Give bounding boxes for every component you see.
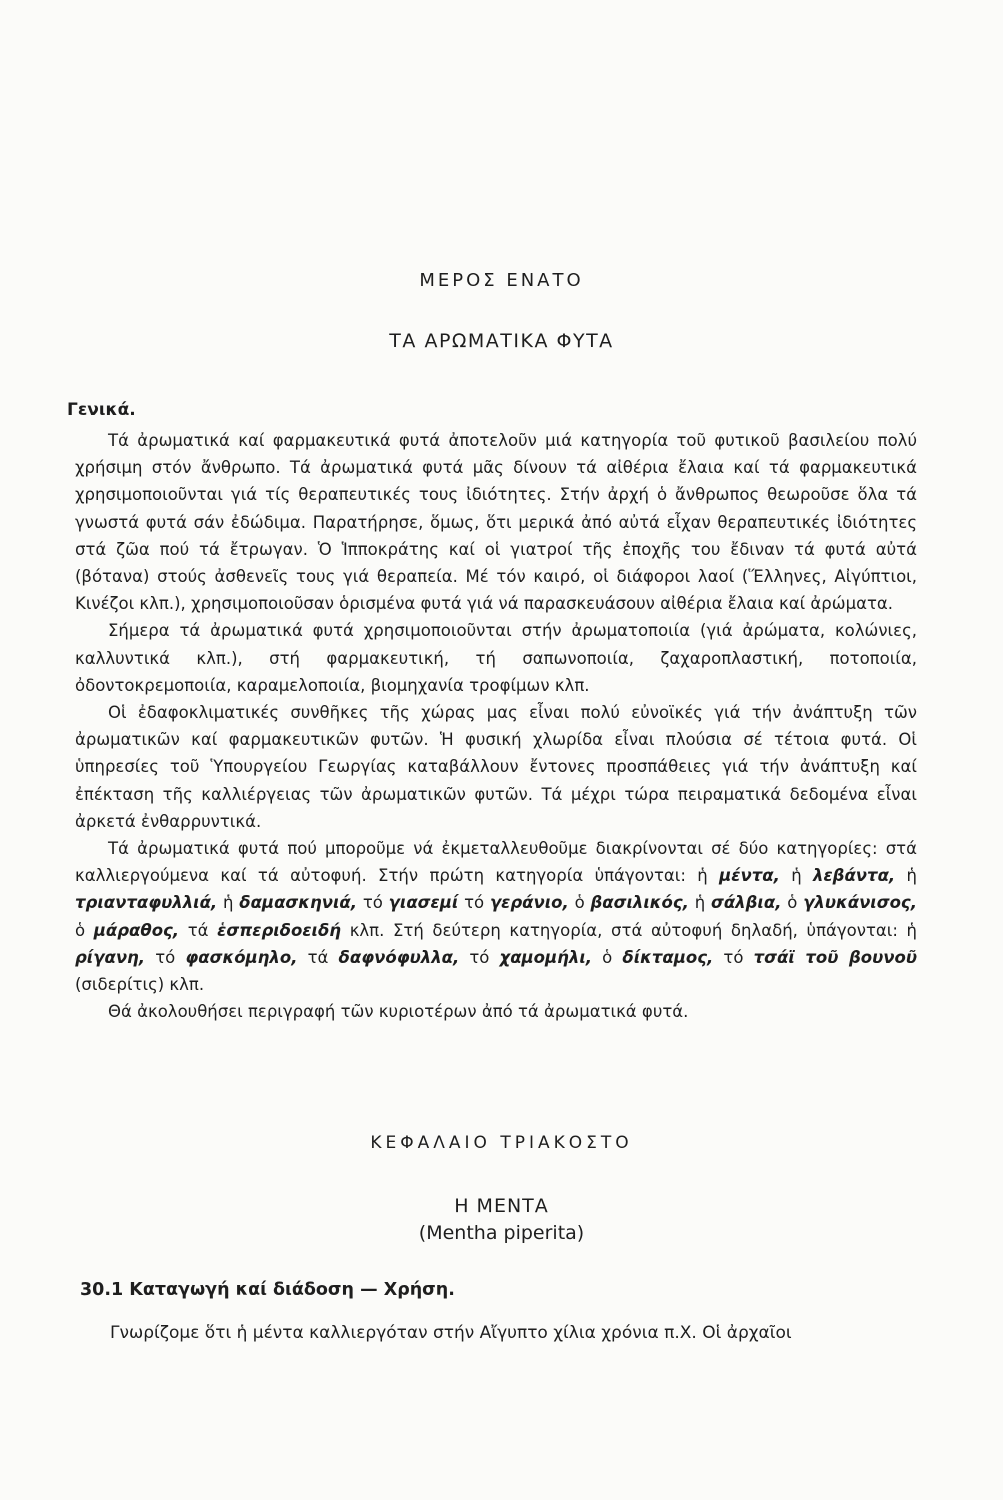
paragraph-4-text: τό (713, 947, 754, 967)
paragraph-4-text: ὁ (75, 920, 94, 940)
paragraph-4 (75, 835, 917, 998)
paragraph-4-text: ἡ (688, 893, 711, 913)
plant-name-highlight: δαμασκηνιά, (239, 893, 358, 913)
paragraph-4-text: (σιδερίτις) κλπ. (75, 975, 205, 995)
part-title: ΜΕΡΟΣ ΕΝΑΤΟ (419, 270, 584, 291)
paragraph-4-text: τά (179, 920, 218, 940)
plant-name-highlight: χαμομήλι, (499, 947, 593, 967)
plant-name-highlight: δαφνόφυλλα, (338, 947, 460, 967)
paragraph-4-text: ὁ (781, 893, 804, 913)
paragraph-1: Τά ἀρωματικά καί φαρμακευτικά φυτά ἀποτελοῦν μιά κατηγορία τοῦ φυτικοῦ βασιλείου πολύ χρήσιμη στόν ἄνθρωπο. Τά ἀρωματικά φυτά μᾶς δίνουν τά αἰθέρια ἔλαια καί τά φαρμακευτικά χρησιμοποιοῦνται γιά τίς θεραπευτικές τους ἰδιότητες. Στήν ἀρχή ὁ ἄνθρωπος θεωροῦσε ὅλα τά γνωστά φυτά σάν ἐδώδιμα. Παρατήρησε, ὅμως, ὅτι μερικά ἀπό αὐτά εἶχαν θεραπευτικές ἰδιότητες στά ζῶα πού τά ἔτρωγαν. Ὁ Ἱπποκράτης καί οἱ γιατροί τῆς ἐποχῆς του ἔδιναν τά φυτά αὐτά (βότανα) στούς ἀσθενεῖς τους γιά θεραπεία. Μέ τόν καιρό, οἱ διάφοροι λαοί (Ἕλληνες, Αἰγύπτιοι, Κινέζοι κλπ.), χρησιμοποιοῦσαν ὁρισμένα φυτά γιά νά παρασκευάσουν αἰθέρια ἔλαια καί ἀρώματα. (75, 431, 917, 614)
plant-name-highlight: τριανταφυλλιά, (75, 893, 218, 913)
subsection-heading: 30.1 Καταγωγή καί διάδοση — Χρήση. (80, 1280, 455, 1300)
plant-name-highlight: ἑσπεριδοειδή (217, 920, 342, 940)
plant-latin-name: (Mentha piperita) (418, 1222, 585, 1244)
plant-name-highlight: μέντα, (719, 866, 780, 886)
plant-name-highlight: λεβάντα, (813, 866, 896, 886)
plant-name-highlight: φασκόμηλο, (185, 947, 298, 967)
plant-name-highlight: δίκταμος, (622, 947, 714, 967)
paragraph-4-text: τά (297, 947, 339, 967)
plant-name-highlight: σάλβια, (710, 893, 782, 913)
plant-name-highlight: γεράνιο, (489, 893, 569, 913)
paragraph-4-text: ἡ (217, 893, 240, 913)
plant-name-highlight: τσάϊ τοῦ βουνοῦ (753, 947, 917, 967)
plant-title: Η ΜΕΝΤΑ (454, 1195, 549, 1217)
subsection-first-line: Γνωρίζομε ὅτι ἡ μέντα καλλιεργόταν στήν Αἴγυπτο χίλια χρόνια π.Χ. Οἱ ἀρχαῖοι (110, 1323, 792, 1343)
paragraph-5: Θά ἀκολουθήσει περιγραφή τῶν κυριοτέρων ἀπό τά ἀρωματικά φυτά. (108, 1002, 689, 1022)
paragraph-4-text: κλπ. Στή δεύτερη κατηγορία, στά αὐτοφυή δηλαδή, ὑπάγονται: ἡ (341, 920, 918, 940)
section-title: ΤΑ ΑΡΩΜΑΤΙΚΑ ΦΥΤΑ (389, 330, 614, 352)
paragraph-4-text: τό (357, 893, 389, 913)
paragraph-4-text: τό (458, 893, 490, 913)
paragraph-4-text: Τά ἀρωματικά φυτά πού μποροῦμε νά ἐκμεταλλευθοῦμε διακρίνονται σέ δύο κατηγορίες: στά καλλιεργούμενα καί τά αὐτοφυή. Στήν πρώτη κατηγορία ὑπάγονται: ἡ (75, 839, 917, 886)
plant-name-highlight: βασιλικός, (590, 893, 689, 913)
paragraph-4-text: ὁ (592, 947, 623, 967)
paragraph-4-text: ἡ (779, 866, 814, 886)
plant-name-highlight: ρίγανη, (75, 947, 146, 967)
paragraph-4-text: τό (459, 947, 500, 967)
paragraph-4-text: τό (145, 947, 186, 967)
plant-name-highlight: μάραθος, (93, 920, 180, 940)
paragraph-3: Οἱ ἐδαφοκλιματικές συνθῆκες τῆς χώρας μας εἶναι πολύ εὐνοϊκές γιά τήν ἀνάπτυξη τῶν ἀρωματικῶν καί φαρμακευτικῶν φυτῶν. Ἡ φυσική χλωρίδα εἶναι πλούσια σέ τέτοια φυτά. Οἱ ὑπηρεσίες τοῦ Ὑπουργείου Γεωργίας καταβάλλουν ἔντονες προσπάθειες γιά τήν ἀνάπτυξη καί ἐπέκταση τῆς καλλιέργειας τῶν ἀρωματικῶν φυτῶν. Τά μέχρι τώρα πειραματικά δεδομένα εἶναι ἀρκετά ἐνθαρρυντικά. (75, 703, 917, 831)
plant-name-highlight: γλυκάνισος, (803, 893, 917, 913)
general-body (75, 427, 917, 1025)
chapter-title: ΚΕΦΑΛΑΙΟ ΤΡΙΑΚΟΣΤΟ (370, 1133, 633, 1153)
paragraph-4-text: ἡ (895, 866, 918, 886)
general-heading: Γενικά. (67, 400, 136, 420)
paragraph-4-text: ὁ (568, 893, 591, 913)
plant-name-highlight: γιασεμί (388, 893, 459, 913)
paragraph-2: Σήμερα τά ἀρωματικά φυτά χρησιμοποιοῦνται στήν ἀρωματοποιία (γιά ἀρώματα, κολώνιες, καλλυντικά κλπ.), στή φαρμακευτική, τή σαπωνοποιία, ζαχαροπλαστική, ποτοποιία, ὀδοντοκρεμοποιία, καραμελοποιία, βιομηχανία τροφίμων κλπ. (75, 621, 917, 695)
